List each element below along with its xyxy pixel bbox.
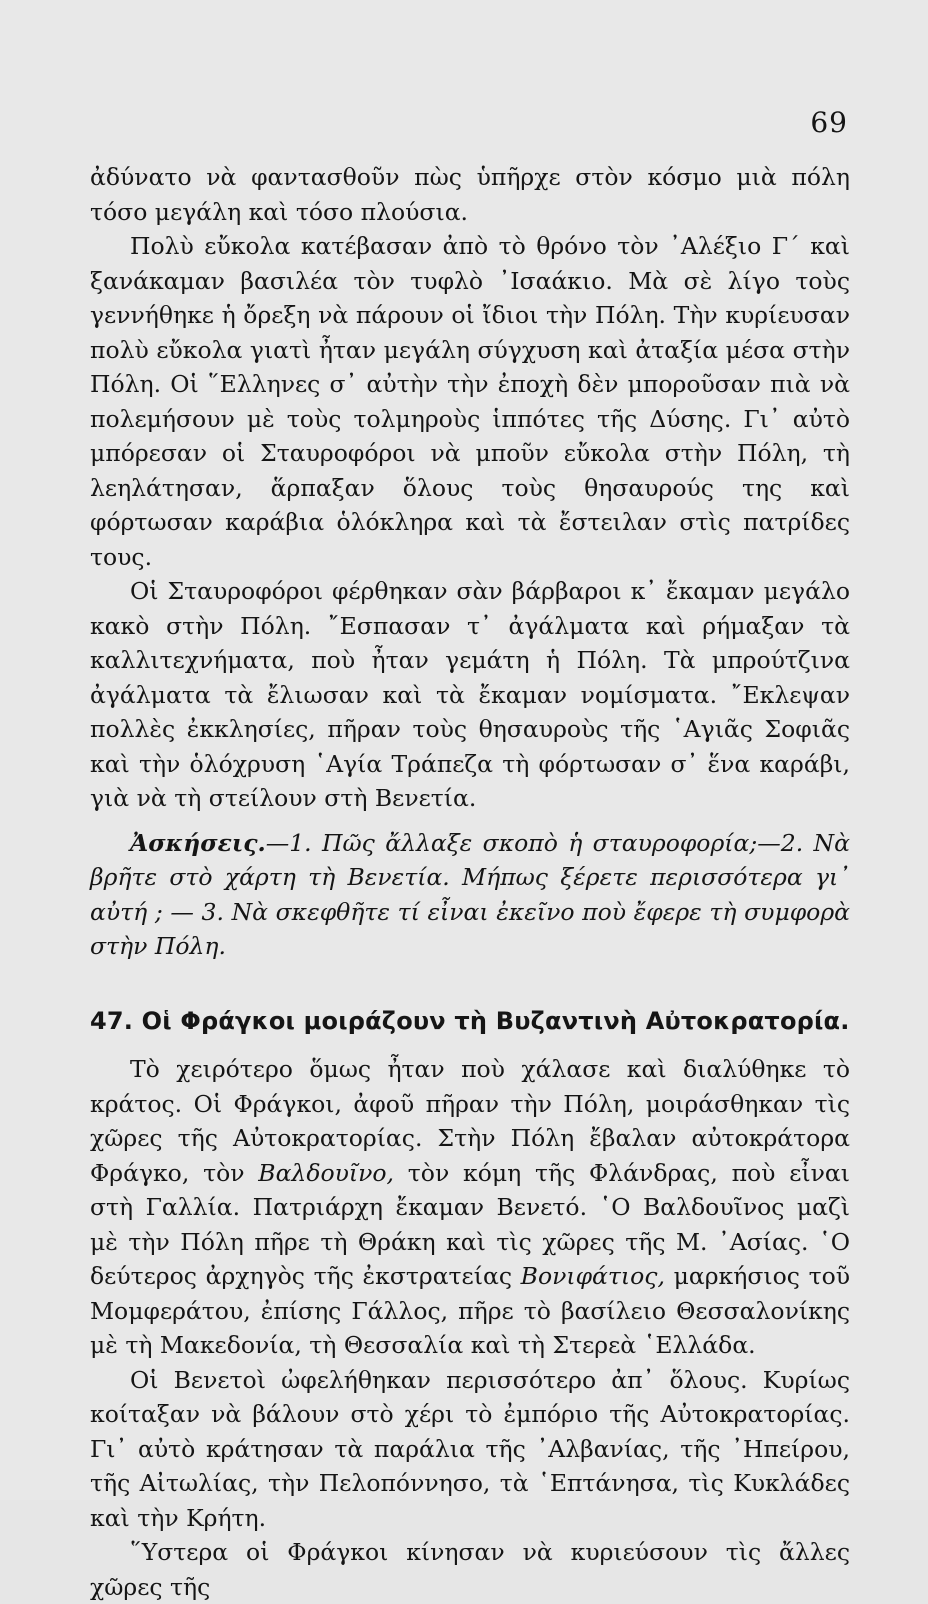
name-boniface: Βονιφάτιος,: [520, 1262, 665, 1290]
paragraph-5: Οἱ Βενετοὶ ὠφελήθηκαν περισσότερο ἀπ᾿ ὅλους. Κυρίως κοίταξαν νὰ βάλουν στὸ χέρι τὸ ἐμπόριο τῆς Αὐτοκρατορίας. Γι᾿ αὐτὸ κράτησαν τὰ παράλια τῆς ᾿Αλβανίας, τῆς ᾿Ηπείρου, τῆς Αἰτωλίας, τὴν Πελοπόννησο, τὰ ῾Επτάνησα, τὶς Κυκλάδες καὶ τὴν Κρήτη.: [90, 1365, 850, 1532]
exercises-label: Ἀσκήσεις.: [130, 828, 266, 857]
name-baldwin: Βαλδουῖνο,: [258, 1158, 395, 1187]
paragraph-2: Πολὺ εὔκολα κατέβασαν ἀπὸ τὸ θρόνο τὸν ᾿Αλέξιο Γ΄ καὶ ξανάκαμαν βασιλέα τὸν τυφλὸ ᾿Ισαάκιο. Μὰ σὲ λίγο τοὺς γεννήθηκε ἡ ὄρεξη νὰ πάρουν οἱ ἴδιοι τὴν Πόλη. Τὴν κυρίευσαν πολὺ εὔκολα γιατὶ ἦταν μεγάλη σύγχυση καὶ ἀταξία μέσα στὴν Πόλη. Οἱ ῞Ελληνες σ᾿ αὐτὴν τὴν ἐποχὴ δὲν μποροῦσαν πιὰ νὰ πολεμήσουν μὲ τοὺς τολμηροὺς ἱππότες τῆς Δύσης. Γι᾿ αὐτὸ μπόρεσαν οἱ Σταυροφόροι νὰ μποῦν εὔκολα στὴν Πόλη, τὴ λεηλάτησαν, ἅρπαξαν ὅλους τοὺς θησαυρούς της καὶ φόρτωσαν καράβια ὁλόκληρα καὶ τὰ ἔστειλαν στὶς πατρίδες τους.: [90, 232, 850, 571]
page-number: 69: [810, 106, 848, 139]
section-title: 47. Οἱ Φράγκοι μοιράζουν τὴ Βυζαντινὴ Αὐτοκρατορία.: [90, 1006, 850, 1035]
paragraph-6: ῞Υστερα οἱ Φράγκοι κίνησαν νὰ κυριεύσουν τὶς ἄλλες χῶρες τῆς: [90, 1538, 850, 1601]
paragraph-3: Οἱ Σταυροφόροι φέρθηκαν σὰν βάρβαροι κ᾿ ἔκαμαν μεγάλο κακὸ στὴν Πόλη. ῎Εσπασαν τ᾿ ἀγάλματα καὶ ρήμαξαν τὰ καλλιτεχνήματα, ποὺ ἦταν γεμάτη ἡ Πόλη. Τὰ μπρούτζινα ἀγάλματα τὰ ἔλιωσαν καὶ τὰ ἔκαμαν νομίσματα. ῎Εκλεψαν πολλὲς ἐκκλησίες, πῆραν τοὺς θησαυροὺς τῆς ῾Αγιᾶς Σοφιᾶς καὶ τὴν ὁλόχρυση ῾Αγία Τράπεζα τὴ φόρτωσαν σ᾿ ἕνα καράβι, γιὰ νὰ τὴ στείλουν στὴ Βενετία.: [90, 577, 850, 812]
paragraph-4: [90, 1052, 850, 1363]
paragraph-4-part-3: μαρκήσιος τοῦ Μομφεράτου, ἐπίσης Γάλλος, πῆρε τὸ βασίλειο Θεσσαλονίκης μὲ τὴ Μακεδονία, τὴ Θεσσαλία καὶ τὴ Στερεὰ ῾Ελλάδα.: [90, 1262, 850, 1359]
paragraph-4-part-1: Τὸ χειρότερο ὅμως ἦταν ποὺ χάλασε καὶ διαλύθηκε τὸ κράτος. Οἱ Φράγκοι, ἀφοῦ πῆραν τὴν Πόλη, μοιράσθηκαν τὶς χῶρες τῆς Αὐτοκρατορίας. Στὴν Πόλη ἔβαλαν αὐτοκράτορα Φράγκο, τὸν: [90, 1055, 850, 1187]
paragraph-1: ἀδύνατο νὰ φαντασθοῦν πὼς ὑπῆρχε στὸν κόσμο μιὰ πόλη τόσο μεγάλη καὶ τόσο πλούσια.: [90, 163, 850, 226]
exercises: [90, 826, 850, 964]
exercises-text: —1. Πῶς ἄλλαξε σκοπὸ ἡ σταυροφορία;—2. Νὰ βρῆτε στὸ χάρτη τὴ Βενετία. Μήπως ξέρετε περισσότερα γι᾿ αὐτή ; — 3. Νὰ σκεφθῆτε τί εἶναι ἐκεῖνο ποὺ ἔφερε τὴ συμφορὰ στὴν Πόλη.: [90, 828, 850, 960]
page-body: [90, 160, 850, 1604]
paragraph-4-part-2: τὸν κόμη τῆς Φλάνδρας, ποὺ εἶναι στὴ Γαλλία. Πατριάρχη ἔκαμαν Βενετό. ῾Ο Βαλδουῖνος μαζὶ μὲ τὴν Πόλη πῆρε τὴ Θράκη καὶ τὶς χῶρες τῆς Μ. ᾿Ασίας. ῾Ο δεύτερος ἀρχηγὸς τῆς ἐκστρατείας: [90, 1158, 850, 1290]
